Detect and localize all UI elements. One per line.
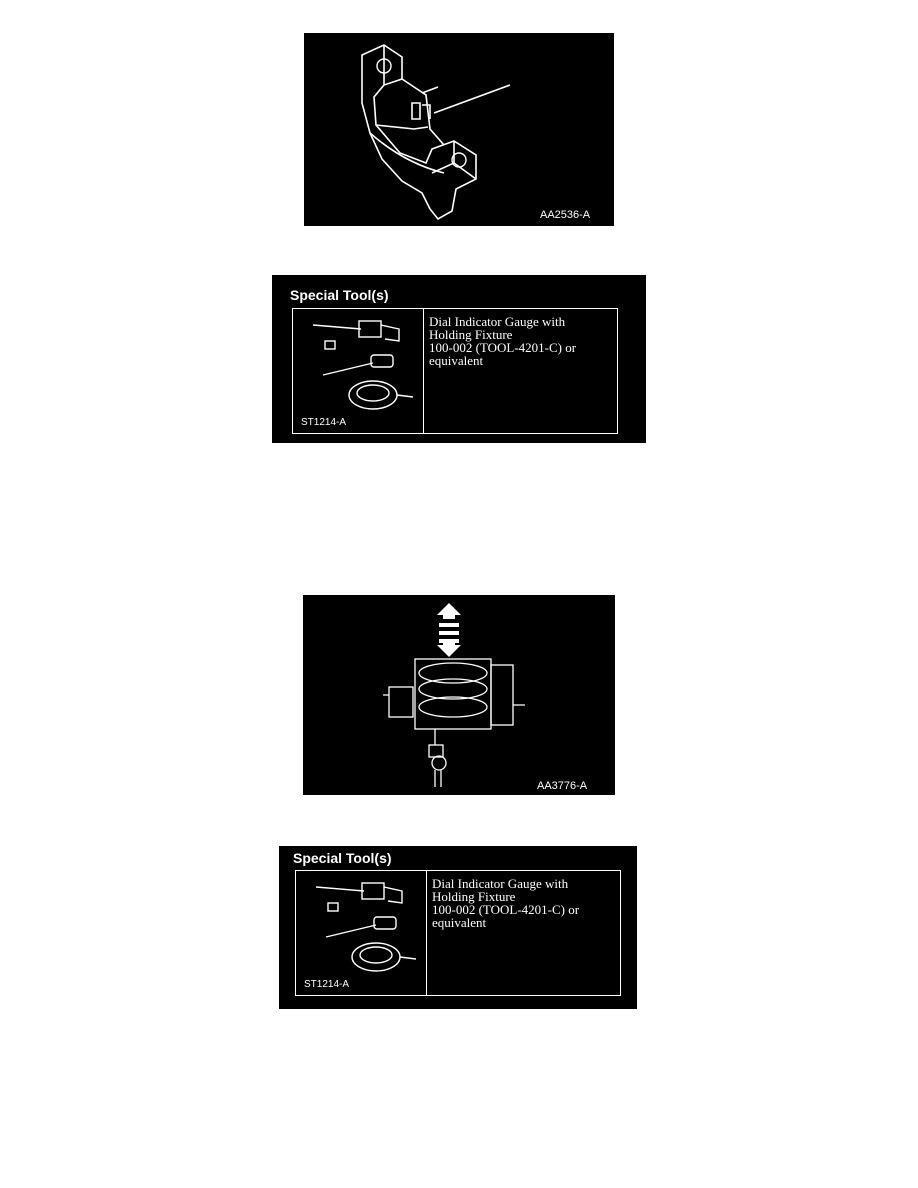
special-tool-panel	[279, 846, 637, 1009]
tool-code: ST1214-A	[304, 979, 350, 990]
table-divider	[423, 309, 424, 433]
figure-code: AA2536-A	[540, 209, 591, 221]
tool-description: Dial Indicator Gauge with Holding Fixture 100-002 (TOOL-4201-C) or equivalent	[432, 876, 580, 930]
dial-indicator-tool-icon	[303, 315, 443, 415]
special-tool-heading: Special Tool(s)	[290, 287, 389, 303]
figure-bearing-cap	[304, 33, 614, 226]
tool-description: Dial Indicator Gauge with Holding Fixture 100-002 (TOOL-4201-C) or equivalent	[429, 314, 577, 368]
crankshaft-dial-indicator-illustration	[303, 595, 615, 795]
special-tool-table	[292, 308, 618, 434]
table-divider	[426, 871, 427, 995]
tool-code: ST1214-A	[301, 417, 347, 428]
figure-code: AA3776-A	[537, 780, 588, 792]
special-tool-panel	[272, 275, 646, 443]
special-tool-table	[295, 870, 621, 996]
dial-indicator-tool-icon	[306, 877, 446, 977]
special-tool-heading: Special Tool(s)	[293, 850, 392, 866]
figure-crankshaft-end-play	[303, 595, 615, 795]
bearing-cap-illustration	[304, 33, 614, 226]
